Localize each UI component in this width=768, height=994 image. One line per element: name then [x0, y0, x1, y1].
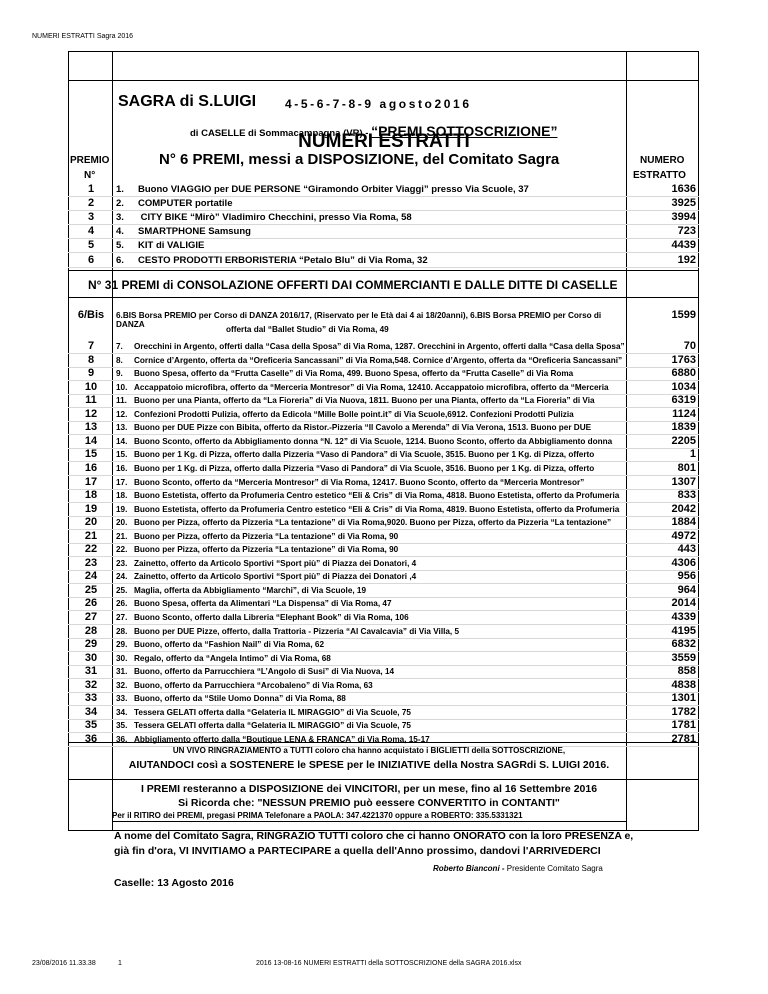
col-premio-header: PREMIO — [70, 155, 110, 166]
grid-line — [68, 210, 699, 211]
prize-row — [116, 708, 626, 717]
event-dates: 4-5-6-7-8-9 agosto2016 — [285, 97, 472, 111]
drawn-number: 4195 — [671, 624, 696, 637]
grid-line — [68, 267, 699, 268]
prize-description-continued: offerta dal “Ballet Studio” di Via Roma, 49 — [226, 325, 389, 334]
prize-row — [116, 545, 626, 554]
prize-index: 12. — [116, 409, 128, 419]
prize-number: 28 — [84, 624, 98, 637]
grid-line — [68, 583, 699, 584]
drawn-number: 1 — [689, 448, 696, 461]
prize-description: Tessera GELATI offerta dalla “Gelateria IL MIRAGGIO” di Via Scuole, 75 — [134, 707, 411, 717]
prize-description: COMPUTER portatile — [138, 198, 233, 210]
row-divider — [68, 270, 699, 271]
drawn-number: 1884 — [671, 516, 696, 529]
prize-description: Buono per 1 Kg. di Pizza, offerto dalla Pizzeria “Vaso di Pandora” di Via Scuole, 3515. Buono per 1 Kg. di Pizza, offerto — [134, 450, 595, 460]
prize-index: 4. — [116, 226, 124, 238]
drawn-number: 2781 — [671, 732, 696, 745]
row-divider — [68, 297, 699, 298]
grid-line — [68, 475, 699, 476]
prize-number: 1 — [87, 183, 95, 195]
drawn-number: 4306 — [671, 556, 696, 569]
prize-description: Zainetto, offerto da Articolo Sportivi “Sport più” di Piazza dei Donatori, 4 — [134, 558, 417, 568]
drawn-number: 1781 — [671, 719, 696, 732]
grid-line — [68, 665, 699, 666]
grid-line — [68, 224, 699, 225]
prize-number: 4 — [87, 225, 95, 238]
prize-index: 2. — [116, 198, 124, 210]
prize-number: 19 — [84, 502, 98, 515]
col-numero-header: NUMERO — [640, 155, 685, 166]
prize-index: 27. — [116, 613, 128, 622]
prize-number: 18 — [84, 489, 98, 502]
prize-row — [116, 735, 626, 744]
prize-number: 13 — [84, 421, 98, 434]
row-divider — [68, 779, 699, 780]
grid-line — [68, 732, 699, 733]
prize-number: 36 — [84, 732, 98, 745]
prize-description: Regalo, offerto da “Angela Intimo” di Via Roma, 68 — [134, 653, 331, 663]
prize-row — [116, 396, 626, 405]
prize-index: 14. — [116, 436, 128, 446]
prize-description: Buono VIAGGIO per DUE PERSONE “Giramondo Orbiter Viaggi” presso Via Scuole, 37 — [138, 184, 529, 195]
prize-row — [116, 681, 626, 690]
grid-line — [68, 434, 699, 435]
prize-description: Buono per DUE Pizze, offerto, dalla Trattoria - Pizzeria “Al Cavalcavia” di Via Villa, 5 — [134, 626, 460, 636]
prize-index: 3. — [116, 212, 124, 224]
prize-number: 27 — [84, 611, 98, 623]
prize-index: 8. — [116, 355, 123, 365]
grid-line — [68, 638, 699, 639]
drawn-number: 443 — [677, 543, 696, 556]
prize-index: 30. — [116, 653, 128, 663]
prize-description: Buono Sconto, offerto da “Merceria Montresor” di Via Roma, 12417. Buono Sconto, offerto da “Merceria Montresor” — [134, 477, 585, 487]
event-subtitle-big: “PREMI SOTTOSCRIZIONE” — [371, 123, 558, 139]
drawn-number: 1782 — [671, 705, 696, 718]
prize-number: 9 — [87, 367, 95, 380]
prize-row — [116, 212, 412, 223]
prize-description: Buono, offerto da “Stile Uomo Donna” di Via Roma, 88 — [134, 694, 346, 704]
prize-description: Accappatoio microfibra, offerto da “Merceria Montresor” di Via Roma, 12410. Accappatoio microfibra, offerto da “Merceria — [134, 382, 609, 392]
prize-row — [116, 226, 251, 237]
drawn-number: 2205 — [671, 434, 696, 447]
prize-index: 31. — [116, 667, 128, 677]
grid-line — [68, 651, 699, 652]
drawn-number: 4339 — [671, 611, 696, 623]
grid-line — [68, 196, 699, 197]
prize-number: 15 — [84, 448, 98, 461]
prize-index: 24. — [116, 572, 128, 582]
grid-line — [68, 489, 699, 490]
prize-number: 7 — [87, 340, 95, 352]
prize-index: 11. — [116, 396, 127, 406]
prize-number: 5 — [87, 239, 95, 252]
signature-role: Presidente Comitato Sagra — [506, 864, 603, 873]
prize-number: 10 — [84, 380, 98, 393]
document-header: NUMERI ESTRATTI Sagra 2016 — [32, 33, 134, 40]
column-divider — [626, 51, 627, 831]
prize-index: 9. — [116, 369, 123, 379]
prize-number: 23 — [84, 556, 98, 569]
prize-description: Buono per una Pianta, offerto da “La Fioreria” di Via Nuova, 1811. Buono per una Pianta, offerto da “La Fioreria” di Via — [134, 396, 595, 406]
prize-index: 6. — [116, 254, 124, 266]
prize-row — [116, 184, 529, 195]
prize-number: 25 — [84, 583, 98, 596]
prize-description: KIT di VALIGIE — [138, 240, 205, 252]
grid-line — [68, 353, 699, 354]
prize-description: Buono Spesa, offerto da “Frutta Caselle” di Via Roma, 499. Buono Spesa, offerto da “Frutta Caselle” di Via Roma — [134, 369, 574, 379]
grid-line — [68, 597, 699, 598]
grid-line — [68, 543, 699, 544]
prize-description: Maglia, offerta da Abbigliamento “Marchi”, di Via Scuole, 19 — [134, 585, 367, 595]
drawn-number: 1599 — [671, 309, 696, 321]
drawn-number: 192 — [677, 253, 696, 266]
prize-row — [116, 478, 626, 487]
grid-line — [68, 556, 699, 557]
place-date: Caselle: 13 Agosto 2016 — [114, 877, 234, 889]
prize-row — [116, 532, 626, 541]
prize-number: 6/Bis — [77, 309, 105, 321]
prize-row — [116, 255, 428, 266]
grid-line — [68, 407, 699, 408]
prize-index: 19. — [116, 504, 128, 514]
col-estratto-header: ESTRATTO — [633, 170, 686, 181]
prize-description: Buono Spesa, offerta da Alimentari “La Dispensa” di Via Roma, 47 — [134, 599, 392, 609]
prize-index: 35. — [116, 721, 128, 731]
prize-row — [116, 450, 626, 459]
prize-number: 31 — [84, 665, 98, 678]
grid-line — [68, 678, 699, 679]
grid-line — [68, 705, 699, 706]
prize-index: 32. — [116, 680, 128, 690]
drawn-number: 70 — [683, 340, 696, 352]
prize-description: Buono per Pizza, offerto da Pizzeria “La tentazione” di Via Roma, 90 — [134, 531, 399, 541]
prize-row — [116, 423, 626, 432]
drawn-number: 833 — [677, 489, 696, 502]
grid-line — [68, 238, 699, 239]
drawn-number: 858 — [677, 665, 696, 678]
prize-number: 34 — [84, 705, 98, 718]
prize-description: Buono Sconto, offerto dalla Libreria “Elephant Book” di Via Roma, 106 — [134, 613, 409, 622]
closing-line-1: A nome del Comitato Sagra, RINGRAZIO TUTTI coloro che ci hanno ONORATO con la loro PRESENZA e, — [114, 830, 634, 842]
footer-filename: 2016 13-08-16 NUMERI ESTRATTI della SOTTOSCRIZIONE della SAGRA 2016.xlsx — [256, 960, 522, 967]
grid-line — [68, 461, 699, 462]
prize-description: Buono Estetista, offerto da Profumeria Centro estetico “Eli & Cris” di Via Roma, 4819. Buono Estetista, offerto da Profumeria — [134, 504, 620, 514]
prize-description: Buono, offerto da Parrucchiera “Arcobaleno” di Via Roma, 63 — [134, 680, 373, 690]
drawn-number: 1301 — [671, 692, 696, 705]
drawn-number: 6880 — [671, 367, 696, 380]
prize-description: SMARTPHONE Samsung — [138, 226, 251, 238]
prize-index: 17. — [116, 477, 128, 487]
drawn-number: 1839 — [671, 421, 696, 434]
prize-index: 10. — [116, 382, 128, 392]
grid-line — [68, 570, 699, 571]
notice-line-1: I PREMI resteranno a DISPOSIZIONE dei VINCITORI, per un mese, fino al 16 Settembre 2016 — [140, 783, 598, 795]
grid-line — [68, 624, 699, 625]
drawn-number: 3925 — [671, 197, 696, 210]
prize-description: Buono per 1 Kg. di Pizza, offerto dalla Pizzeria “Vaso di Pandora” di Via Scuole, 3516. Buono per 1 Kg. di Pizza, offerto — [134, 463, 595, 473]
grid-line — [68, 516, 699, 517]
prize-description: Buono per Pizza, offerto da Pizzeria “La tentazione” di Via Roma, 90 — [134, 545, 399, 555]
drawn-number: 6832 — [671, 638, 696, 651]
drawn-number: 6319 — [671, 394, 696, 407]
prize-index: 20. — [116, 518, 128, 528]
prize-index: 18. — [116, 491, 128, 501]
prize-description: Tessera GELATI offerta dalla “Gelateria IL MIRAGGIO” di Via Scuole, 75 — [134, 721, 411, 731]
prize-row — [116, 640, 626, 649]
prize-number: 32 — [84, 678, 98, 691]
prize-index: 22. — [116, 545, 128, 555]
prize-number: 30 — [84, 651, 98, 664]
grid-line — [68, 502, 699, 503]
grid-line — [68, 252, 699, 253]
prize-description: Buono, offerto da “Fashion Nail” di Via Roma, 62 — [134, 640, 325, 650]
prize-description: Confezioni Prodotti Pulizia, offerto da Edicola “Mille Bolle point.it” di Via Scuole,6912. Confezioni Prodotti Pulizia — [134, 409, 574, 419]
prize-description: Buono Estetista, offerto da Profumeria Centro estetico “Eli & Cris” di Via Roma, 4818. Buono Estetista, offerto da Profumeria — [134, 491, 620, 501]
drawn-number: 1636 — [671, 183, 696, 195]
prize-description: Cornice d’Argento, offerta da “Oreficeria Sancassani” di Via Roma,548. Cornice d’Argento, offerta da “Oreficeria Sancassani” — [134, 355, 623, 365]
prize-number: 11 — [85, 394, 97, 407]
prize-row — [116, 410, 626, 419]
drawn-number: 723 — [677, 225, 696, 238]
prize-row — [116, 518, 626, 527]
drawn-number: 956 — [677, 570, 696, 583]
notice-line-3: Per il RITIRO dei PREMI, pregasi PRIMA Telefonare a PAOLA: 347.4221370 oppure a ROBERTO: 335.5331321 — [112, 811, 523, 820]
footer-page: 1 — [118, 960, 122, 967]
drawn-number: 4439 — [671, 239, 696, 252]
prize-row — [116, 613, 626, 622]
prize-description: Buono, offerto da Parrucchiera “L’Angolo di Susi” di Via Nuova, 14 — [134, 667, 395, 677]
drawn-number: 1307 — [671, 475, 696, 488]
prize-index: 33. — [116, 694, 128, 704]
prize-row — [116, 572, 626, 581]
prize-row — [116, 491, 626, 500]
grid-line — [68, 448, 699, 449]
prize-number: 2 — [87, 197, 95, 210]
drawn-number: 3559 — [671, 651, 696, 664]
prize-number: 20 — [84, 516, 98, 529]
prize-index: 21. — [116, 531, 128, 541]
prize-number: 8 — [87, 353, 95, 366]
drawn-number: 1034 — [671, 380, 696, 393]
prize-description: Buono per Pizza, offerto da Pizzeria “La tentazione” di Via Roma,9020. Buono per Pizza, offerto da Pizzeria “La tentazione” — [134, 518, 612, 528]
event-title: SAGRA di S.LUIGI — [118, 93, 257, 110]
prize-index: 13. — [116, 423, 128, 433]
prize-description: Buono per DUE Pizze con Bibita, offerto da Ristor.-Pizzeria “Il Cavolo a Merenda” di Via Verona, 1513. Buono per DUE — [134, 423, 592, 433]
grid-line — [68, 380, 699, 381]
prize-description: Orecchini in Argento, offerti dalla “Casa della Sposa” di Via Roma, 1287. Orecchini in Argento, offerti dalla “Casa della Sposa” — [134, 342, 625, 351]
prize-index: 23. — [116, 558, 128, 568]
prize-row — [116, 383, 626, 392]
prize-description: Abbigliamento offerto dalla “Boutique LENA & FRANCA” di Via Roma, 15-17 — [134, 734, 430, 744]
notice-line-2: Si Ricorda che: "NESSUN PREMIO può eessere CONVERTITO in CONTANTI" — [178, 797, 560, 809]
column-divider — [112, 51, 113, 831]
prize-number: 16 — [84, 461, 98, 474]
prize-number: 17 — [84, 475, 98, 488]
prize-number: 33 — [84, 692, 98, 705]
grid-line — [68, 719, 699, 720]
drawn-number: 801 — [677, 461, 696, 474]
prize-index: 34. — [116, 707, 128, 717]
drawn-number: 2014 — [671, 597, 696, 610]
thanks-line-1: UN VIVO RINGRAZIAMENTO a TUTTI coloro cha hanno acquistato i BIGLIETTI della SOTTOSCRIZIONE, — [172, 746, 566, 755]
thanks-line-2: AIUTANDOCI così a SOSTENERE le SPESE per le INIZIATIVE della Nostra SAGRdi S. LUIGI 2016. — [128, 759, 610, 771]
prize-index: 36. — [116, 734, 128, 744]
closing-line-2: già fin d'ora, VI INVITIAMO a PARTECIPARE a quella dell'Anno prossimo, dandovi l'ARRIVEDERCI — [114, 845, 601, 857]
grid-line — [68, 394, 699, 395]
prize-index: 15. — [116, 450, 128, 460]
prize-row — [116, 369, 626, 378]
prize-index: 28. — [116, 626, 128, 636]
prize-row — [116, 654, 626, 663]
drawn-number: 1124 — [672, 407, 696, 420]
prize-number: 24 — [84, 570, 98, 583]
prize-index: 29. — [116, 640, 128, 650]
prize-row — [116, 586, 626, 595]
prize-description: CITY BIKE “Mirò” Vladimiro Checchini, presso Via Roma, 58 — [138, 212, 412, 224]
drawn-number: 2042 — [671, 502, 696, 515]
prize-index: 1. — [116, 184, 124, 195]
prize-row — [116, 599, 626, 608]
row-divider — [68, 80, 699, 81]
drawn-number: 3994 — [671, 211, 696, 224]
prize-number: 35 — [84, 719, 98, 732]
grid-line — [68, 610, 699, 611]
prize-number: 29 — [84, 638, 98, 651]
prize-number: 3 — [87, 211, 95, 224]
prize-row — [116, 437, 626, 446]
consolation-title: N° 31 PREMI di CONSOLAZIONE OFFERTI DAI COMMERCIANTI E DALLE DITTE DI CASELLE — [88, 278, 618, 292]
row-divider — [112, 821, 626, 822]
prize-description: Zainetto, offerto da Articolo Sportivi “Sport più” di Piazza dei Donatori ,4 — [134, 572, 417, 582]
footer-timestamp: 23/08/2016 11.33.38 — [32, 960, 96, 967]
prize-description: 6.BIS Borsa PREMIO per Corso di DANZA 2016/17, (Riservato per le Età dai 4 ai 18/20anni), 6.BIS Borsa PREMIO per Corso di DANZA — [116, 311, 602, 329]
grid-line — [68, 367, 699, 368]
prize-index: 25. — [116, 585, 128, 595]
main-title: NUMERI ESTRATTI — [298, 131, 470, 152]
prize-row — [116, 721, 626, 730]
prize-row — [116, 505, 626, 514]
prize-row — [116, 694, 626, 703]
grid-line — [68, 421, 699, 422]
prize-description: Buono Sconto, offerto da Abbigliamento donna “N. 12” di Via Scuole, 1214. Buono Sconto, offerto da Abbigliamento donna — [134, 436, 613, 446]
prize-number: 21 — [84, 529, 98, 542]
prize-row — [116, 464, 626, 473]
drawn-number: 4838 — [671, 678, 696, 691]
prize-number: 26 — [84, 597, 98, 610]
section-title: N° 6 PREMI, messi a DISPOSIZIONE, del Comitato Sagra — [159, 151, 560, 168]
signature-name: Roberto Bianconi - — [433, 864, 507, 873]
prize-row — [116, 342, 626, 351]
prize-index: 26. — [116, 599, 128, 609]
prize-index: 5. — [116, 240, 124, 252]
prize-row — [116, 559, 626, 568]
grid-line — [68, 529, 699, 530]
prize-row — [116, 240, 204, 251]
drawn-number: 1763 — [671, 353, 696, 366]
prize-number: 6 — [87, 253, 95, 266]
prize-index: 7. — [116, 342, 123, 351]
prize-description: CESTO PRODOTTI ERBORISTERIA “Petalo Blu” di Via Roma, 32 — [138, 254, 428, 266]
event-location: di CASELLE di Sommacampagna (VR) - — [190, 128, 372, 139]
prize-index: 16. — [116, 463, 128, 473]
prize-number: 22 — [84, 543, 98, 556]
col-n-header: N° — [84, 170, 96, 181]
prize-number: 14 — [84, 434, 98, 447]
drawn-number: 4972 — [671, 529, 696, 542]
prize-row — [116, 667, 626, 676]
prize-row — [116, 627, 626, 636]
prize-row — [116, 198, 232, 209]
prize-row — [116, 356, 626, 365]
prize-number: 12 — [84, 407, 98, 420]
drawn-number: 964 — [677, 583, 696, 596]
grid-line — [68, 692, 699, 693]
signature — [433, 864, 603, 873]
